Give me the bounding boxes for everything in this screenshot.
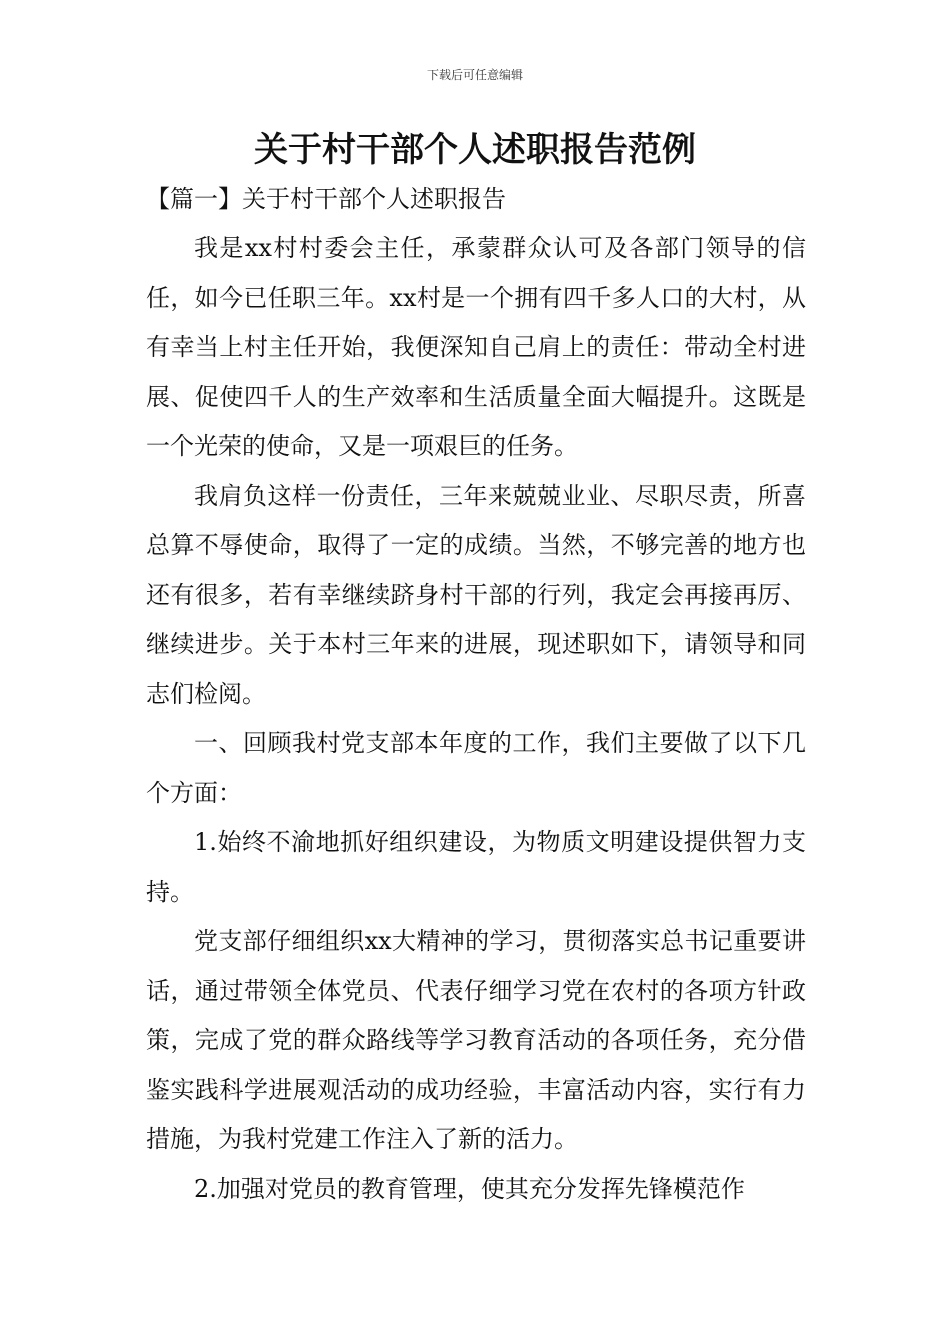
body-paragraph: 我肩负这样一份责任，三年来兢兢业业、尽职尽责，所喜总算不辱使命，取得了一定的成绩。当然，不够完善的地方也还有很多，若有幸继续跻身村干部的行列，我定会再接再厉、继续进步。关于本村三年来的进展，现述职如下，请领导和同志们检阅。 [146, 481, 806, 708]
section-heading: 【篇一】关于村干部个人述职报告 [146, 185, 506, 213]
document-title: 关于村干部个人述职报告范例 [254, 130, 696, 170]
page-header-note: 下载后可任意编辑 [426, 68, 523, 82]
body-paragraph: 我是xx村村委会主任，承蒙群众认可及各部门领导的信任，如今已任职三年。xx村是一个拥有四千多人口的大村，从有幸当上村主任开始，我便深知自己肩上的责任：带动全村进展、促使四千人的生产效率和生活质量全面大幅提升。这既是一个光荣的使命，又是一项艰巨的任务。 [146, 234, 806, 460]
body-paragraph: 一、回顾我村党支部本年度的工作，我们主要做了以下几个方面： [146, 729, 806, 807]
body-paragraph: 党支部仔细组织xx大精神的学习，贯彻落实总书记重要讲话，通过带领全体党员、代表仔细学习党在农村的各项方针政策，完成了党的群众路线等学习教育活动的各项任务，充分借鉴实践科学进展观活动的成功经验，丰富活动内容，实行有力措施，为我村党建工作注入了新的活力。 [146, 927, 806, 1153]
document-body [146, 224, 806, 1214]
body-paragraph: 2.加强对党员的教育管理，使其充分发挥先锋模范作 [194, 1174, 745, 1203]
body-paragraph: 1.始终不渝地抓好组织建设，为物质文明建设提供智力支持。 [146, 828, 806, 906]
